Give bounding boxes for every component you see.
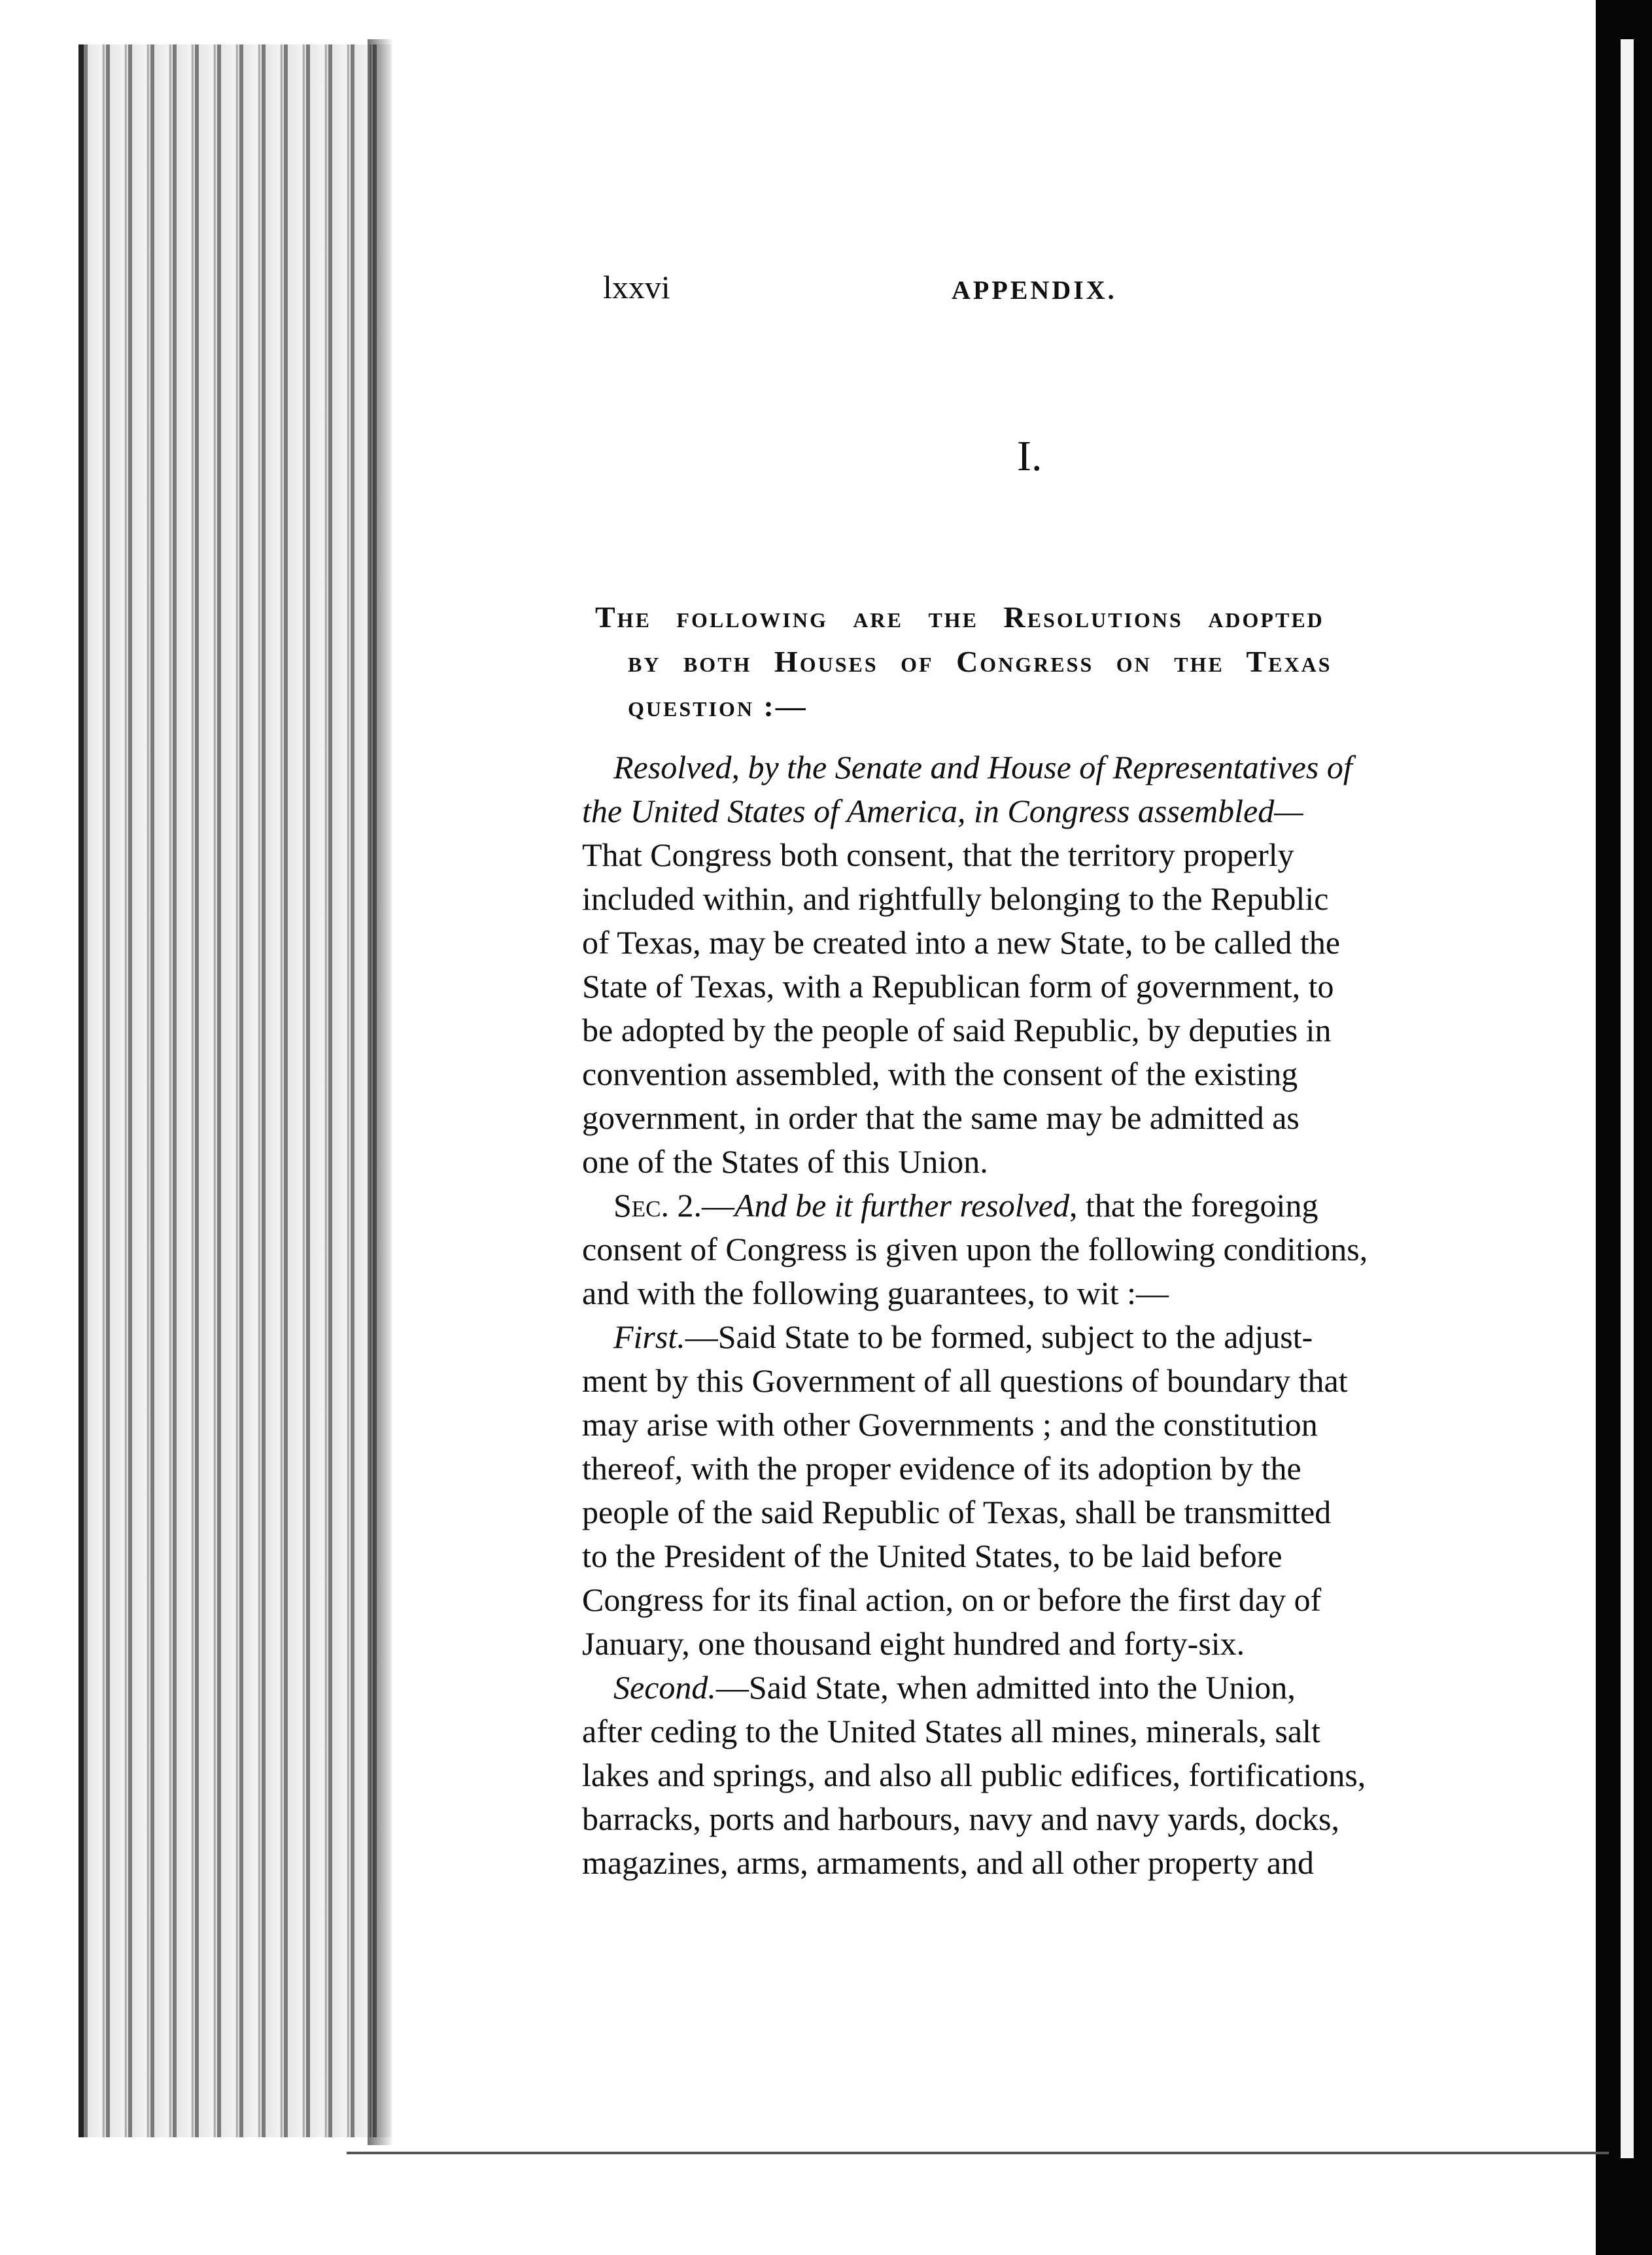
heading-line: question :—	[628, 689, 808, 723]
text-line: ment by this Government of all questions of boundary that	[582, 1362, 1348, 1399]
text-line: lakes and springs, and also all public edifices, fortifications,	[582, 1757, 1366, 1793]
text-line: January, one thousand eight hundred and forty-six.	[582, 1625, 1245, 1662]
text-line	[582, 1666, 1458, 1710]
text-line: barracks, ports and harbours, navy and navy yards, docks,	[582, 1800, 1340, 1837]
text-fragment: , that the foregoing	[1069, 1187, 1318, 1224]
text-line: to the President of the United States, to be laid before	[582, 1538, 1282, 1574]
text-line: the United States of America, in Congress assembled—	[582, 793, 1303, 829]
text-line: Congress for its final action, on or before the first day of	[582, 1581, 1322, 1618]
text-fragment: And be it further resolved	[734, 1187, 1069, 1224]
next-page-edge	[1621, 39, 1634, 2158]
text-line: convention assembled, with the consent of the existing	[582, 1056, 1298, 1092]
heading-line: The following are the Resolutions adopted	[595, 600, 1324, 634]
text-line: magazines, arms, armaments, and all other property and	[582, 1844, 1315, 1881]
gutter-shadow	[368, 39, 394, 2145]
text-line: one of the States of this Union.	[582, 1143, 988, 1180]
text-line: after ceding to the United States all mines, minerals, salt	[582, 1713, 1320, 1749]
text-line: thereof, with the proper evidence of its adoption by the	[582, 1450, 1301, 1487]
text-line: be adopted by the people of said Republic, by deputies in	[582, 1012, 1332, 1048]
page-bottom-edge	[347, 2152, 1609, 2154]
clause-label: Second.	[613, 1669, 716, 1706]
section-number: I.	[1017, 432, 1042, 480]
text-line: and with the following guarantees, to wit :—	[582, 1275, 1169, 1311]
section-heading	[595, 595, 1332, 729]
text-line	[582, 1315, 1458, 1359]
running-head: APPENDIX.	[952, 275, 1117, 305]
section-label: Sec. 2.—	[613, 1187, 735, 1224]
text-line: people of the said Republic of Texas, shall be transmitted	[582, 1494, 1332, 1530]
text-line: That Congress both consent, that the territory properly	[582, 836, 1294, 873]
text-fragment: —Said State, when admitted into the Union,	[715, 1669, 1296, 1706]
text-line: government, in order that the same may be admitted as	[582, 1099, 1299, 1136]
text-fragment: —Said State to be formed, subject to the adjust-	[685, 1318, 1313, 1355]
clause-label: First.	[613, 1318, 685, 1355]
page-stack-edges	[78, 44, 391, 2137]
text-line: included within, and rightfully belonging to the Republic	[582, 880, 1329, 917]
resolution-text	[582, 746, 1458, 1885]
heading-line: by both Houses of Congress on the Texas	[628, 645, 1332, 678]
page-folio: lxxvi	[603, 269, 670, 305]
text-line: of Texas, may be created into a new State, to be called the	[582, 924, 1341, 961]
text-line: Resolved, by the Senate and House of Representatives of	[613, 749, 1352, 785]
text-line: may arise with other Governments ; and the constitution	[582, 1406, 1318, 1443]
text-line	[582, 1184, 1458, 1228]
text-line: State of Texas, with a Republican form of government, to	[582, 968, 1334, 1005]
book-page	[392, 39, 1596, 2152]
text-line: consent of Congress is given upon the following conditions,	[582, 1231, 1368, 1267]
